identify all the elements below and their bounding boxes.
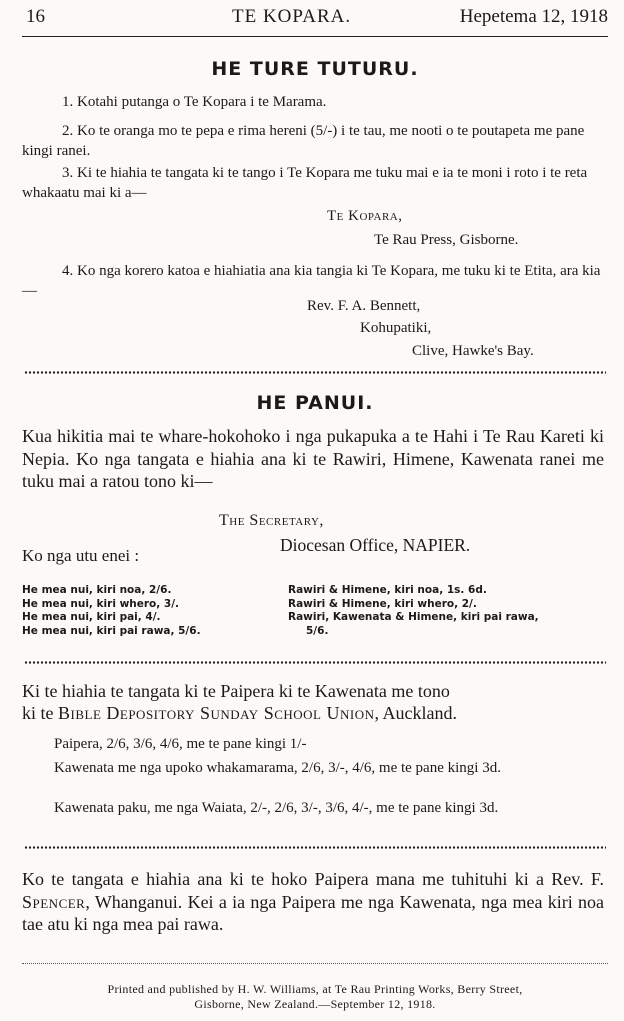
page-header: [22, 6, 608, 32]
address-diocesan-office: Diocesan Office, NAPIER.: [280, 535, 471, 555]
price-item: 5/6.: [306, 624, 329, 637]
rule-2: 2. Ko te oranga mo te pepa e rima hereni (5/-) i te tau, me nooti o te poutapeta me pane kingi ranei.: [22, 123, 585, 159]
address-te-kopara: Te Kopara,: [327, 208, 403, 224]
price-item: Rawiri & Himene, kiri noa, 1s. 6d.: [288, 584, 487, 596]
price-item: He mea nui, kiri pai rawa, 5/6.: [22, 624, 201, 637]
spencer-notice-pre: Ko te tangata e hiahia ana ki te hoko Paipera mana me tuhituhi ki a Rev. F.: [22, 869, 604, 889]
imprint-line-2: Gisborne, New Zealand.—September 12, 1918.: [194, 997, 436, 1011]
rule-4: 4. Ko nga korero katoa e hiahiatia ana kia tangia ki Te Kopara, me tuku ki te Etita, ara kia—: [22, 263, 601, 299]
spencer-notice: [22, 868, 604, 936]
panui-body: Kua hikitia mai te whare-hokohoko i nga pukapuka a te Hahi i Te Rau Kareti ki Nepia. Ko nga tangata e hiahia ana ki te Rawiri, Himene, Kawenata ranei me tuku mai a ratou tono ki—: [22, 426, 604, 491]
divider-2: [24, 661, 606, 664]
page-number: 16: [26, 6, 45, 27]
bible-intro: [22, 680, 604, 724]
address-te-rau-press: Te Rau Press, Gisborne.: [374, 232, 519, 248]
section-title-he-ture-tuturu: HE TURE TUTURU.: [211, 58, 419, 80]
price-list-right: [288, 584, 539, 638]
price-item: He mea nui, kiri pai, 4/.: [22, 611, 161, 623]
spencer-name: Spencer: [22, 891, 86, 912]
issue-date: Hepetema 12, 1918: [459, 6, 608, 27]
spencer-notice-post: , Whanganui. Kei a ia nga Paipera me nga Kawenata, nga mea kiri noa tae atu ki nga mea pai rawa.: [22, 891, 604, 934]
bible-price-3: Kawenata paku, me nga Waiata, 2/-, 2/6, 3/-, 3/6, 4/-, me te pane kingi 3d.: [54, 800, 499, 816]
address-rev-bennett: Rev. F. A. Bennett,: [307, 298, 421, 314]
bible-price-1: Paipera, 2/6, 3/6, 4/6, me te pane kingi 1/-: [54, 736, 307, 752]
price-item: He mea nui, kiri noa, 2/6.: [22, 584, 172, 596]
address-kohupatiki: Kohupatiki,: [360, 320, 432, 336]
price-list-left: [22, 584, 201, 638]
prices-intro: Ko nga utu enei :: [22, 546, 140, 565]
divider-1: [24, 371, 606, 374]
bible-depository-name: Bible Depository Sunday School Union: [58, 703, 375, 723]
price-item: He mea nui, kiri whero, 3/.: [22, 597, 180, 610]
header-rule: [22, 36, 608, 37]
address-secretary: The Secretary,: [219, 512, 324, 529]
footer-rule: [22, 963, 608, 964]
bible-intro-pre: ki te: [22, 703, 58, 723]
bible-intro-post: , Auckland.: [374, 703, 457, 723]
bible-price-2: Kawenata me nga upoko whakamarama, 2/6, 3/-, 4/6, me te pane kingi 3d.: [54, 760, 501, 776]
bible-intro-line-2: [22, 702, 604, 724]
imprint-line-1: Printed and published by H. W. Williams, at Te Rau Printing Works, Berry Street,: [107, 982, 523, 996]
rule-3: 3. Ki te hiahia te tangata ki te tango i Te Kopara me tuku mai e ia te moni i roto i te reta whakaatu mai ki a—: [22, 165, 588, 201]
rule-1: 1. Kotahi putanga o Te Kopara i te Marama.: [62, 94, 327, 110]
publication-title: TE KOPARA.: [232, 6, 352, 27]
divider-3: [24, 846, 606, 849]
address-clive: Clive, Hawke's Bay.: [412, 343, 534, 359]
bible-intro-line-1: Ki te hiahia te tangata ki te Paipera ki te Kawenata me tono: [22, 681, 450, 701]
price-item: Rawiri, Kawenata & Himene, kiri pai rawa,: [288, 611, 539, 623]
section-title-he-panui: HE PANUI.: [256, 392, 374, 414]
imprint: [22, 982, 608, 1012]
price-item: Rawiri & Himene, kiri whero, 2/.: [288, 597, 477, 610]
